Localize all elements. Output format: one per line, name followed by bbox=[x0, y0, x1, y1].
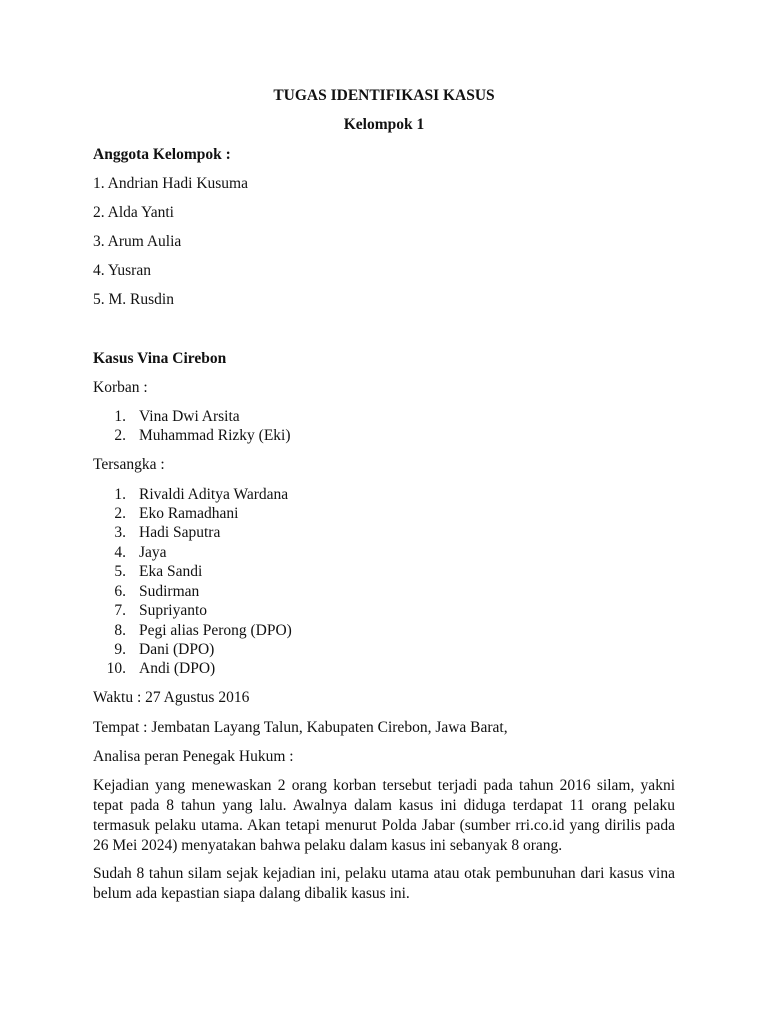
list-number: 10. bbox=[106, 660, 126, 677]
suspects-label: Tersangka : bbox=[93, 456, 165, 473]
list-number: 6. bbox=[114, 583, 126, 600]
member-item: 1. Andrian Hadi Kusuma bbox=[93, 175, 248, 192]
paragraph-line: Sudah 8 tahun silam sejak kejadian ini, pelaku utama atau otak pembunuhan dari kasus vina bbox=[93, 865, 675, 882]
suspect-name: Eka Sandi bbox=[139, 563, 203, 580]
victim-name: Muhammad Rizky (Eki) bbox=[139, 427, 291, 444]
list-number: 7. bbox=[114, 602, 126, 619]
time-line: Waktu : 27 Agustus 2016 bbox=[93, 689, 250, 706]
paragraph-line: termasuk pelaku utama. Akan tetapi menurut Polda Jabar (sumber rri.co.id yang dirilis pada bbox=[93, 817, 675, 834]
list-number: 2. bbox=[114, 427, 126, 444]
analysis-paragraph-1 bbox=[93, 776, 675, 856]
list-number: 1. bbox=[114, 486, 126, 503]
suspect-name: Rivaldi Aditya Wardana bbox=[139, 486, 289, 503]
paragraph-line: 26 Mei 2024) menyatakan bahwa pelaku dalam kasus ini sebanyak 8 orang. bbox=[93, 837, 563, 854]
suspect-name: Sudirman bbox=[139, 583, 200, 600]
list-number: 8. bbox=[114, 622, 126, 639]
member-item: 2. Alda Yanti bbox=[93, 204, 174, 221]
place-line: Tempat : Jembatan Layang Talun, Kabupaten Cirebon, Jawa Barat, bbox=[93, 719, 508, 736]
case-heading: Kasus Vina Cirebon bbox=[93, 350, 227, 367]
member-item: 4. Yusran bbox=[93, 262, 151, 279]
list-number: 5. bbox=[114, 563, 126, 580]
group-label: Kelompok 1 bbox=[343, 116, 425, 133]
suspect-name: Dani (DPO) bbox=[139, 641, 215, 658]
list-number: 2. bbox=[114, 505, 126, 522]
suspect-name: Jaya bbox=[139, 544, 167, 561]
list-number: 9. bbox=[114, 641, 126, 658]
paragraph-line: belum ada kepastian siapa dalang dibalik kasus ini. bbox=[93, 885, 410, 902]
list-number: 1. bbox=[114, 408, 126, 425]
members-heading: Anggota Kelompok : bbox=[93, 146, 231, 163]
list-number: 3. bbox=[114, 524, 126, 541]
suspect-name: Eko Ramadhani bbox=[139, 505, 239, 522]
list-number: 4. bbox=[114, 544, 126, 561]
suspect-name: Hadi Saputra bbox=[139, 524, 221, 541]
analysis-paragraph-2 bbox=[93, 864, 675, 904]
analysis-heading: Analisa peran Penegak Hukum : bbox=[93, 748, 294, 765]
suspect-name: Andi (DPO) bbox=[139, 660, 216, 677]
paragraph-line: tepat pada 8 tahun yang lalu. Awalnya dalam kasus ini diduga terdapat 11 orang pelaku bbox=[93, 797, 675, 814]
member-item: 5. M. Rusdin bbox=[93, 291, 174, 308]
member-item: 3. Arum Aulia bbox=[93, 233, 182, 250]
suspect-name: Pegi alias Perong (DPO) bbox=[139, 622, 292, 639]
suspect-name: Supriyanto bbox=[139, 602, 208, 619]
victims-label: Korban : bbox=[93, 379, 148, 396]
victim-name: Vina Dwi Arsita bbox=[139, 408, 240, 425]
paragraph-line: Kejadian yang menewaskan 2 orang korban tersebut terjadi pada tahun 2016 silam, yakni bbox=[93, 777, 675, 794]
document-title: TUGAS IDENTIFIKASI KASUS bbox=[273, 87, 495, 104]
